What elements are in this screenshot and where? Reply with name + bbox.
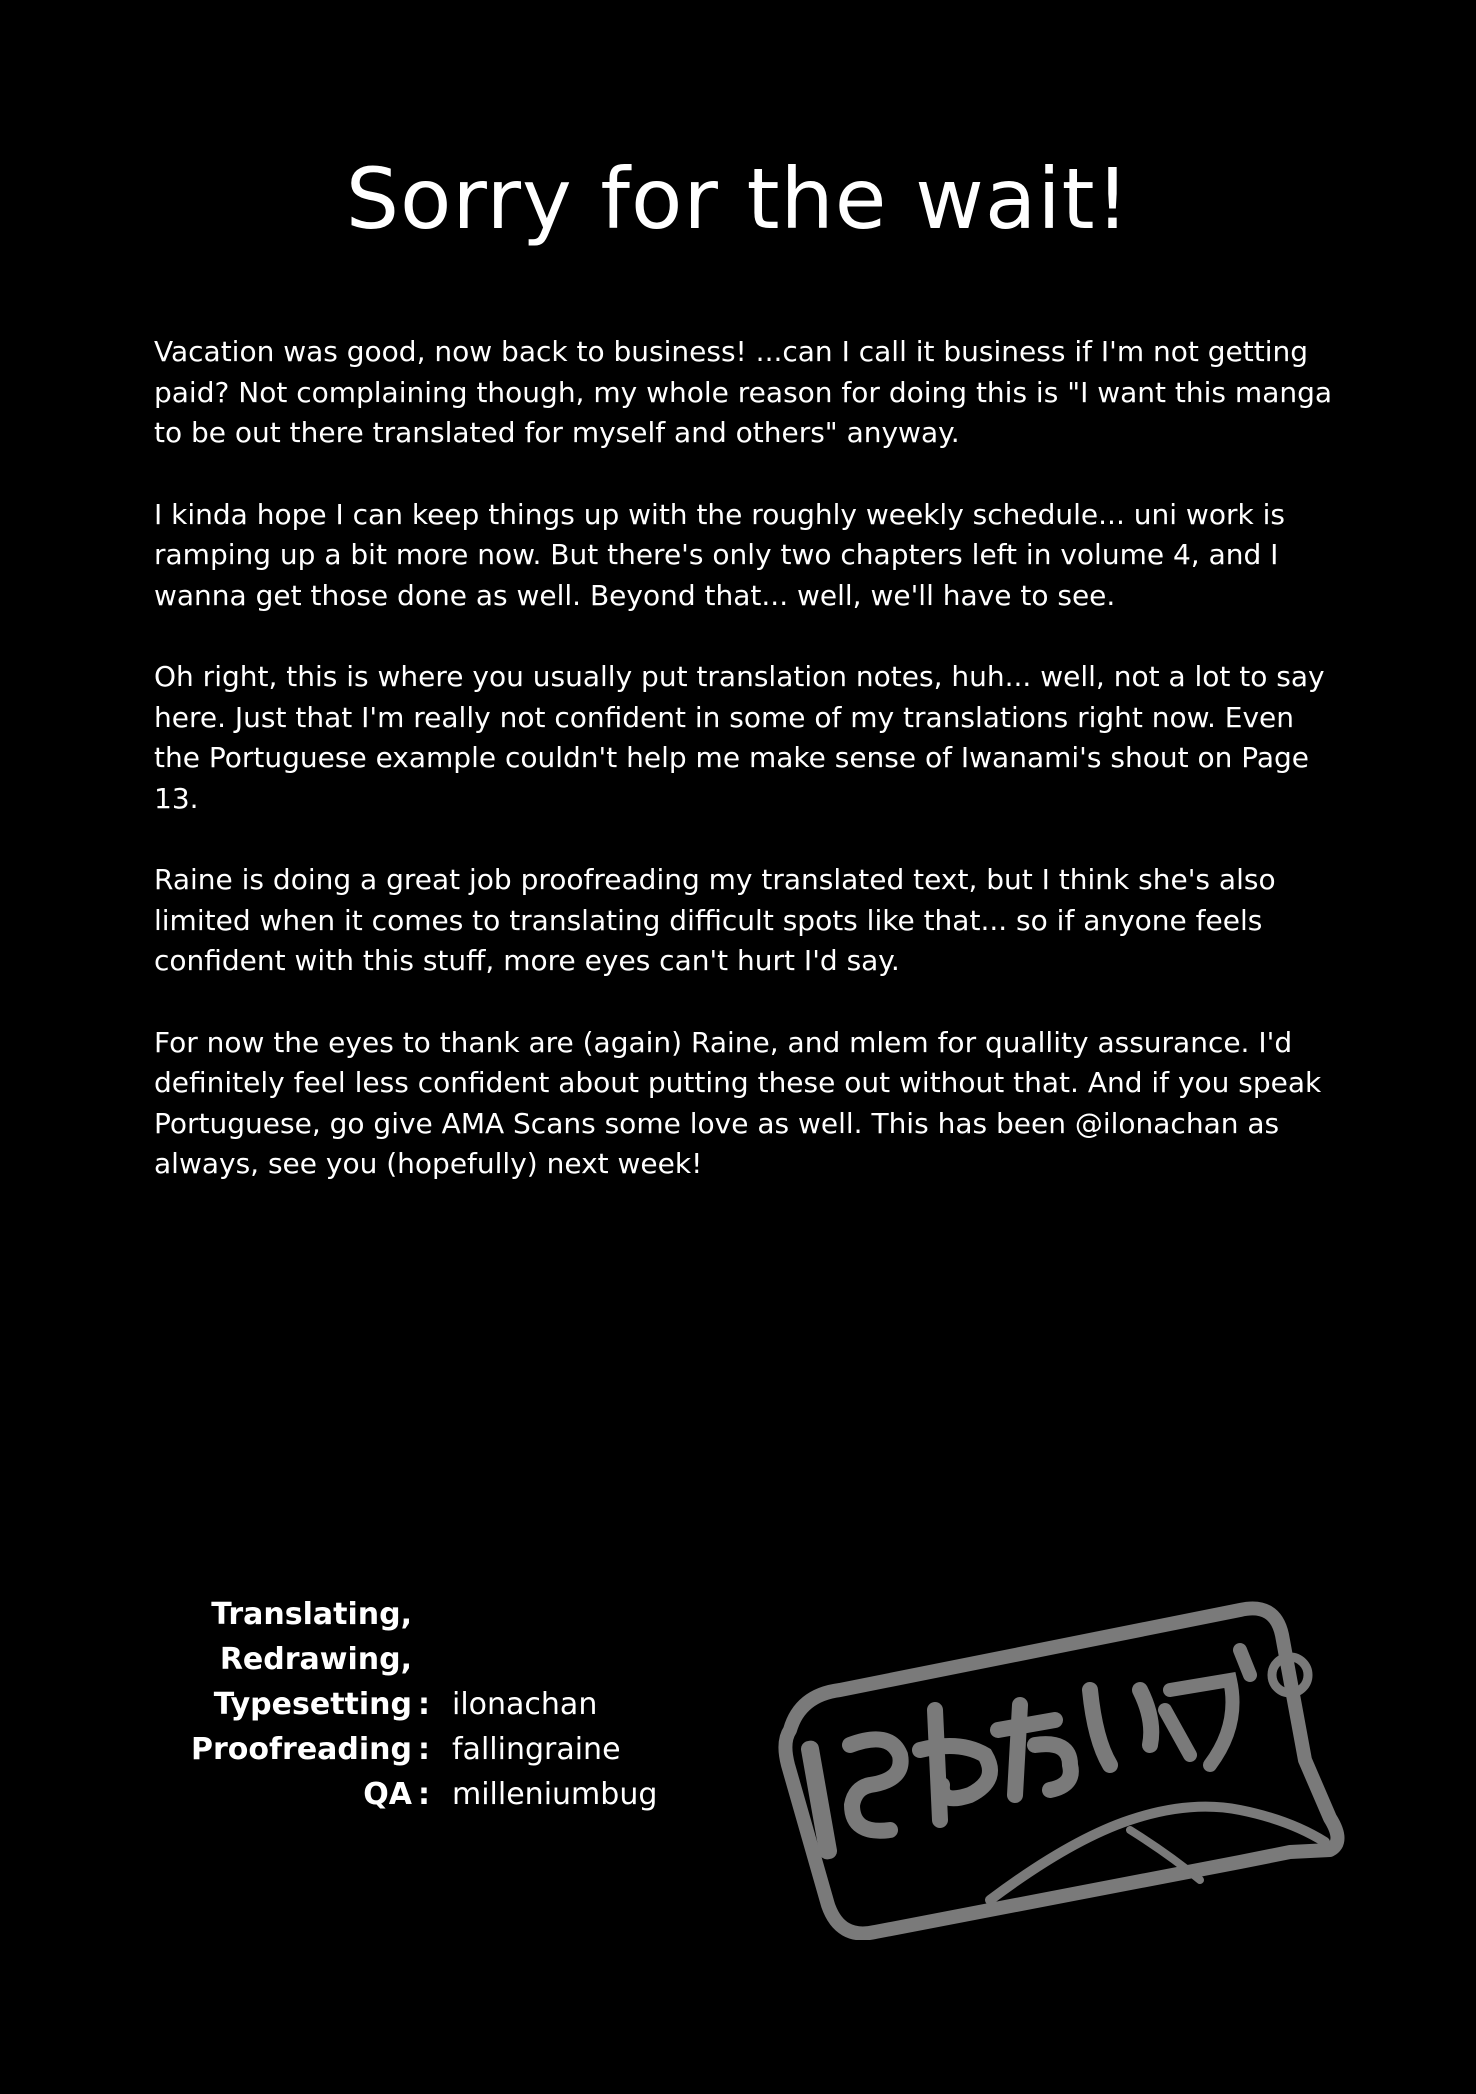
credit-role: Typesetting <box>213 1687 412 1722</box>
credit-role: Translating, <box>211 1597 412 1632</box>
paragraph: I kinda hope I can keep things up with the roughly weekly schedule... uni work is ramping up a bit more now. But there's only two chapters left in volume 4, and I wanna get those done as well. Beyond that... well, we'll have to see. <box>154 497 1285 612</box>
page-title: Sorry for the wait! <box>345 150 1131 248</box>
paragraph: For now the eyes to thank are (again) Raine, and mlem for quallity assurance. I'd definitely feel less confident about putting these out without that. And if you speak Portuguese, go give AMA Scans some love as well. This has been @ilonachan as always, see you (hopefully) next week! <box>154 1025 1322 1180</box>
credit-separator: : <box>418 1687 430 1722</box>
credit-role: Redrawing, <box>219 1642 412 1677</box>
credit-name: fallingraine <box>452 1732 621 1767</box>
credit-row-translating <box>150 1592 710 1637</box>
credit-row-typesetting <box>150 1682 710 1727</box>
credit-name: ilonachan <box>452 1687 598 1722</box>
credits-list <box>150 1592 710 1817</box>
credit-separator: : <box>418 1777 430 1812</box>
credit-name: milleniumbug <box>452 1777 658 1812</box>
paragraph: Raine is doing a great job proofreading my translated text, but I think she's also limited when it comes to translating difficult spots like that... so if anyone feels confident with this stuff, more eyes can't hurt I'd say. <box>154 863 1276 977</box>
stamp-logo-icon <box>770 1580 1370 1940</box>
body-text <box>154 332 1344 1226</box>
credit-separator: : <box>418 1732 430 1767</box>
credit-role: Proofreading <box>190 1732 412 1767</box>
credit-row-redrawing <box>150 1637 710 1682</box>
credit-role: QA <box>363 1777 412 1812</box>
paragraph: Vacation was good, now back to business! ...can I call it business if I'm not getting paid? Not complaining though, my whole reason for doing this is "I want this manga to be out there translated for myself and others" anyway. <box>154 335 1333 449</box>
credit-row-proofreading <box>150 1727 710 1772</box>
credit-row-qa <box>150 1772 710 1817</box>
paragraph: Oh right, this is where you usually put translation notes, huh... well, not a lot to say here. Just that I'm really not confident in some of my translations right now. Even the Portuguese example couldn't help me make sense of Iwanami's shout on Page 13. <box>154 660 1325 815</box>
